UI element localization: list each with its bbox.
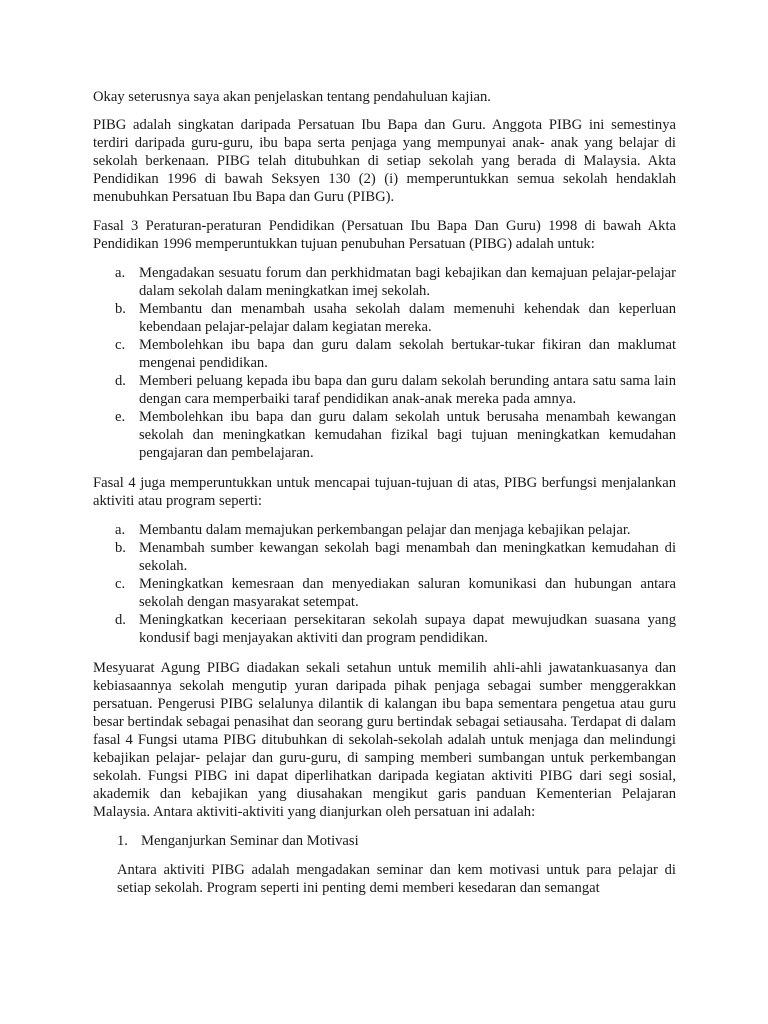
list-marker: d. <box>115 612 126 628</box>
list-marker: c. <box>115 576 126 592</box>
list-item-text: Mengadakan sesuatu forum dan perkhidmatan bagi kebajikan dan kemajuan pelajar-pelajar dalam sekolah dalam meningkatkan imej sekolah. <box>139 265 676 299</box>
list-item <box>115 521 676 539</box>
list-item-text: Memberi peluang kepada ibu bapa dan guru dalam sekolah berunding antara satu sama lain dengan cara memperbaiki taraf pendidikan anak-anak mereka pada amnya. <box>139 373 676 407</box>
list-tujuan-penubuhan <box>93 264 676 462</box>
numbered-heading-text: Menganjurkan Seminar dan Motivasi <box>141 833 359 849</box>
list-item-text: Membolehkan ibu bapa dan guru dalam sekolah untuk berusaha menambah kewangan sekolah dan meningkatkan kemudahan fizikal bagi tujuan meningkatkan kemudahan pengajaran dan pembelajaran. <box>139 409 676 461</box>
list-item-text: Membolehkan ibu bapa dan guru dalam sekolah bertukar-tukar fikiran dan maklumat mengenai pendidikan. <box>139 337 676 371</box>
numbered-heading-seminar <box>117 832 676 850</box>
list-item <box>115 264 676 300</box>
list-item <box>115 300 676 336</box>
paragraph-mesyuarat-agung: Mesyuarat Agung PIBG diadakan sekali setahun untuk memilih ahli-ahli jawatankuasanya dan kebiasaannya sekolah mengutip yuran daripada pihak penjaga sebagai sumber menggerakkan persatuan. Pengerusi PIBG selalunya dilantik di kalangan ibu bapa sementara pengetua atau guru besar bertindak sebagai penasihat dan seorang guru bertindak sebagai setiausaha. Terdapat di dalam fasal 4 Fungsi utama PIBG ditubuhkan di sekolah-sekolah adalah untuk menjaga dan melindungi kebajikan pelajar- pelajar dan guru-guru, di samping memberi sumbangan untuk perkembangan sekolah. Fungsi PIBG ini dapat diperlihatkan daripada kegiatan aktiviti PIBG dari segi sosial, akademik dan kebajikan yang diusahakan mengikut garis panduan Kementerian Pelajaran Malaysia. Antara aktiviti-aktiviti yang dianjurkan oleh persatuan ini adalah: <box>93 660 676 820</box>
list-item <box>115 539 676 575</box>
list-item-text: Meningkatkan keceriaan persekitaran sekolah supaya dapat mewujudkan suasana yang kondusif bagi menjayakan aktiviti dan program pendidikan. <box>139 612 676 646</box>
list-marker: b. <box>115 540 126 556</box>
paragraph-fasal-3: Fasal 3 Peraturan-peraturan Pendidikan (Persatuan Ibu Bapa Dan Guru) 1998 di bawah Akta Pendidikan 1996 memperuntukkan tujuan penubuhan Persatuan (PIBG) adalah untuk: <box>93 218 676 252</box>
intro-sentence: Okay seterusnya saya akan penjelaskan tentang pendahuluan kajian. <box>93 89 491 105</box>
list-fungsi-aktiviti <box>93 521 676 647</box>
numbered-marker: 1. <box>117 833 128 849</box>
list-item <box>115 372 676 408</box>
paragraph-pibg-definition: PIBG adalah singkatan daripada Persatuan Ibu Bapa dan Guru. Anggota PIBG ini semestinya terdiri daripada guru-guru, ibu bapa serta penjaga yang mempunyai anak- anak yang belajar di sekolah berkenaan. PIBG telah ditubuhkan di setiap sekolah yang berada di Malaysia. Akta Pendidikan 1996 di bawah Seksyen 130 (2) (i) memperuntukkan semua sekolah hendaklah menubuhkan Persatuan Ibu Bapa dan Guru (PIBG). <box>93 117 676 205</box>
list-marker: a. <box>115 522 126 538</box>
list-marker: d. <box>115 373 126 389</box>
list-item-text: Membantu dalam memajukan perkembangan pelajar dan menjaga kebajikan pelajar. <box>139 522 631 538</box>
list-marker: a. <box>115 265 126 281</box>
list-marker: c. <box>115 337 126 353</box>
list-item-text: Meningkatkan kemesraan dan menyediakan saluran komunikasi dan hubungan antara sekolah dengan masyarakat setempat. <box>139 576 676 610</box>
list-item <box>115 611 676 647</box>
list-item <box>115 336 676 372</box>
list-marker: e. <box>115 409 126 425</box>
list-item <box>115 408 676 462</box>
list-item <box>115 575 676 611</box>
list-marker: b. <box>115 301 126 317</box>
paragraph-fasal-4: Fasal 4 juga memperuntukkan untuk mencapai tujuan-tujuan di atas, PIBG berfungsi menjalankan aktiviti atau program seperti: <box>93 475 676 509</box>
list-item-text: Menambah sumber kewangan sekolah bagi menambah dan meningkatkan kemudahan di sekolah. <box>139 540 676 574</box>
paragraph-seminar: Antara aktiviti PIBG adalah mengadakan seminar dan kem motivasi untuk para pelajar di setiap sekolah. Program seperti ini penting demi memberi kesedaran dan semangat <box>117 862 676 896</box>
list-item-text: Membantu dan menambah usaha sekolah dalam memenuhi kehendak dan keperluan kebendaan pelajar-pelajar dalam kegiatan mereka. <box>139 301 676 335</box>
